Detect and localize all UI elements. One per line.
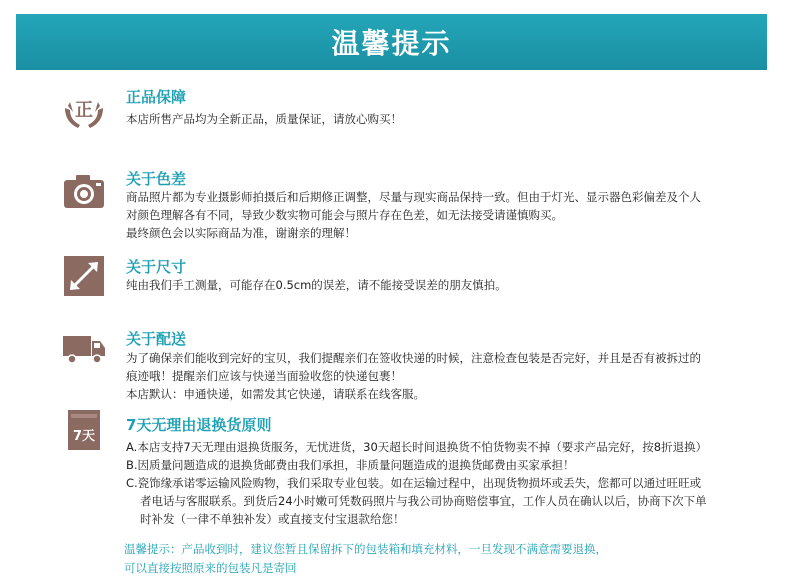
resize-arrow-icon — [62, 254, 106, 298]
page-title: 温馨提示 — [331, 27, 452, 60]
body-line: 最终颜色会以实际商品为准，谢谢亲的理解！ — [126, 226, 356, 240]
body-line: 商品照片都为专业摄影师拍摄后和后期修正调整，尽量与现实商品保持一致。但由于灯光、显示器色彩偏差及个人 — [126, 190, 701, 204]
hands-genuine-icon — [62, 88, 106, 132]
section-title: 关于尺寸 — [126, 258, 187, 276]
body-line: 本店默认：申通快递，如需发其它快递，请联系在线客服。 — [126, 387, 425, 401]
svg-text:正: 正 — [75, 100, 93, 121]
section-body — [126, 349, 766, 403]
section-body — [126, 438, 766, 528]
body-line: B.因质量问题造成的退换货邮费由我们承担，非质量问题造成的退换货邮费由买家承担！ — [126, 458, 575, 472]
delivery-truck-icon — [60, 328, 108, 372]
footer-line: 可以直接按照原来的包装凡是寄回 — [124, 561, 297, 575]
seven-day-calendar-icon — [62, 408, 106, 452]
section-body — [126, 110, 766, 128]
body-line: 时补发（一律不单独补发）或直接支付宝退款给您！ — [140, 512, 405, 526]
section-title: 正品保障 — [126, 88, 187, 106]
body-line: 痕迹哦！提醒亲们应该与快递当面验收您的快递包裹！ — [126, 369, 402, 383]
footer-line: 温馨提示：产品收到时，建议您暂且保留拆下的包装箱和填充材料，一旦发现不满意需要退换， — [124, 542, 607, 556]
footer-note — [124, 540, 607, 578]
section-title: 关于配送 — [126, 330, 187, 348]
body-line: 对颜色理解各有不同，导致少数实物可能会与照片存在色差，如无法接受请谨慎购买。 — [126, 208, 563, 222]
header-banner — [16, 14, 767, 70]
body-line: 为了确保亲们能收到完好的宝贝，我们提醒亲们在签收快递的时候，注意检查包装是否完好，并且是否有被拆过的 — [126, 351, 701, 365]
body-line: 本店所售产品均为全新正品，质量保证，请放心购买！ — [126, 112, 402, 126]
section-title: 关于色差 — [126, 170, 187, 188]
body-line: 纯由我们手工测量，可能存在0.5cm的误差，请不能接受误差的朋友慎拍。 — [126, 278, 507, 292]
section-body — [126, 188, 766, 242]
body-line: 者电话与客服联系。到货后24小时嫩可凭数码照片与我公司协商赔偿事宜，工作人员在确认以后，协商下次下单 — [140, 494, 707, 508]
body-line: A.本店支持7天无理由退换货服务，无忧进货，30天超长时间退换货不怕货物卖不掉（要求产品完好，按8折退换） — [126, 440, 708, 454]
body-line: C.瓷饰缘承诺零运输风险购物，我们采取专业包装。如在运输过程中，出现货物损坏或丢失，您都可以通过旺旺或 — [126, 476, 702, 490]
camera-icon — [62, 170, 106, 214]
section-title: 7天无理由退换货原则 — [126, 416, 272, 434]
svg-text:7天: 7天 — [72, 429, 96, 444]
section-body — [126, 276, 766, 294]
